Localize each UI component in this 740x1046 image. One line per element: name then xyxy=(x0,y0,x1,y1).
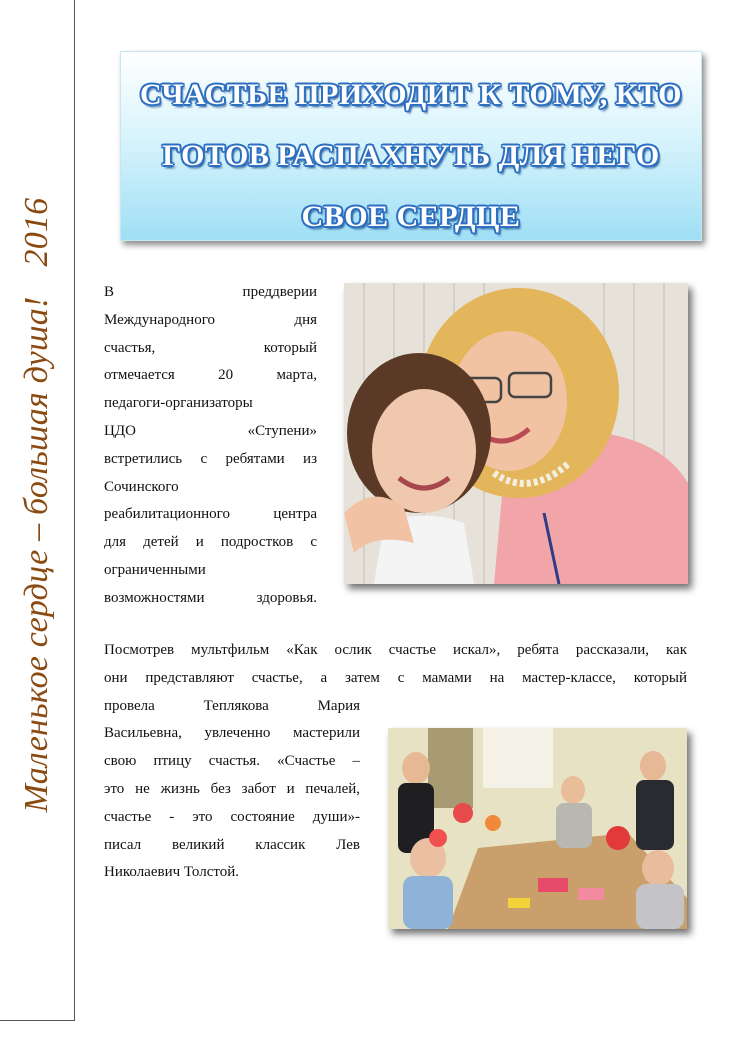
text-line: они представляют счастье, а затем с мамами на мастер-классе, который xyxy=(104,669,687,686)
banner-line-2: ГОТОВ РАСПАХНУТЬ ДЛЯ НЕГО xyxy=(162,139,660,172)
vertical-year: 2016 xyxy=(18,197,55,267)
vertical-title-text: Маленькое сердце – большая душа! xyxy=(18,296,55,813)
side-strip xyxy=(0,0,75,1021)
text-line: счастья, который xyxy=(104,339,317,356)
text-line: провела Теплякова Мария xyxy=(104,697,360,714)
vertical-title xyxy=(18,198,56,813)
portrait-photo xyxy=(344,283,688,584)
article-paragraph-1 xyxy=(104,279,317,613)
text-line: отмечается 20 марта, xyxy=(104,367,317,384)
text-line: Сочинского xyxy=(104,478,179,495)
text-line: реабилитационного центра xyxy=(104,506,317,523)
text-line: Николаевич Толстой. xyxy=(104,864,240,881)
workshop-photo xyxy=(388,728,687,929)
text-line: встретились с ребятами из xyxy=(104,450,317,467)
text-line: писал великий классик Лев xyxy=(104,836,360,853)
text-line: ограниченными xyxy=(104,561,206,578)
title-banner xyxy=(120,51,702,241)
text-line: для детей и подростков с xyxy=(104,534,317,551)
text-line: Посмотрев мультфильм «Как ослик счастье искал», ребята рассказали, как xyxy=(104,642,687,658)
text-line: педагоги-организаторы xyxy=(104,395,253,412)
narrow-text-block xyxy=(104,693,360,888)
banner-line-3: СВОЕ СЕРДЦЕ xyxy=(301,200,521,233)
text-line: Международного дня xyxy=(104,311,317,328)
text-line: возможностями здоровья. xyxy=(104,589,317,606)
workshop-illustration xyxy=(388,728,687,929)
text-line: ЦДО «Ступени» xyxy=(104,422,317,439)
text-line: Васильевна, увлеченно мастерили xyxy=(104,725,360,742)
text-line: это не жизнь без забот и печалей, xyxy=(104,780,360,797)
text-line: счастье - это состояние души»- xyxy=(104,808,360,825)
text-line: свою птицу счастья. «Счастье – xyxy=(104,753,360,770)
banner-line-1: СЧАСТЬЕ ПРИХОДИТ К ТОМУ, КТО xyxy=(140,78,682,111)
portrait-illustration xyxy=(344,283,688,584)
text-line: В преддверии xyxy=(104,284,317,300)
